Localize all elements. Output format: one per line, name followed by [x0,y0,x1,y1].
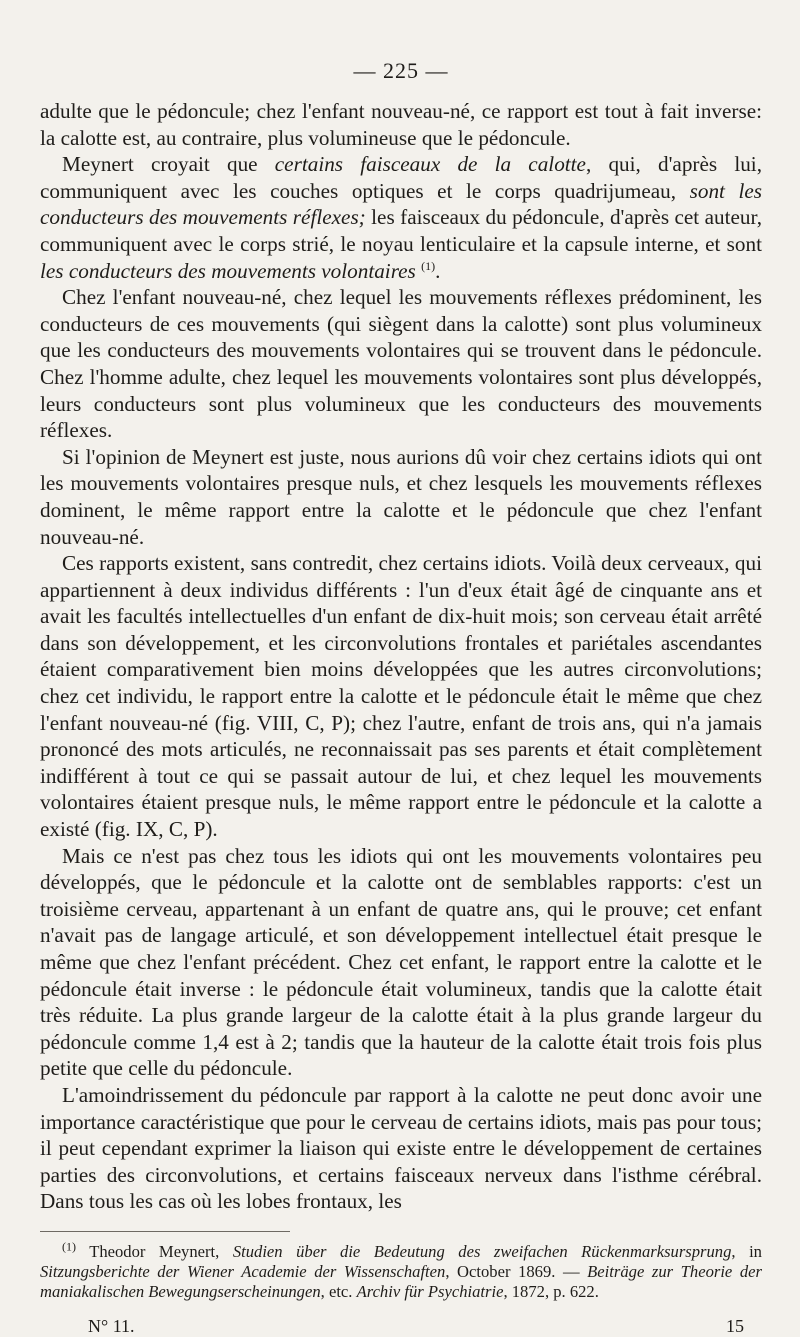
italic-text: les conducteurs des mouvements volontaires [40,258,416,283]
italic-text: sont les conducteurs des mouvements réflexes; [40,178,763,230]
page-number: — 225 — [353,58,449,83]
italic-text: Studien über die Bedeutung des zweifachen Rückenmarksursprung [232,1241,732,1261]
text-run: Mais ce n'est pas chez tous les idiots qui ont les mouvements volontaires peu développés, que le pédoncule et la calotte ont de semblables rapports: c'est un troisième cerveau, appartenant à un enfant de quatre ans, qui le prouve; cet enfant n'avait pas de langage articulé, et son développement intellectuel était presque le même que chez l'enfant précédent. Chez cet enfant, le rapport entre la calotte et le pédoncule était inverse : le pédoncule était volumineux, tandis que la calotte était très réduite. La plus grande largeur de la calotte était à la plus grande largeur du pédoncule comme 1,4 est à 2; tandis que la hauteur de la calotte était trois fois plus petite que celle du pédoncule. [40,843,762,1081]
text-run: L'amoindrissement du pédoncule par rapport à la calotte ne peut donc avoir une importance caractéristique que pour le cerveau de certains idiots, mais pas pour tous; il peut cependant exprimer la liaison qui existe entre le développement de certaines parties des circonvolutions, et certains faisceaux nerveux dans l'isthme cérébral. Dans tous les cas où les lobes frontaux, les [40,1082,762,1214]
sheet-number: 15 [726,1315,744,1336]
paragraph [40,843,762,1082]
text-run: les faisceaux du pédoncule, d'après cet auteur, communiquent avec le corps strié, le noyau lenticulaire et la capsule interne, et sont [40,205,762,256]
italic-text: Archiv für Psychiatrie [356,1281,504,1301]
text-run: adulte que le pédoncule; chez l'enfant nouveau-né, ce rapport est tout à fait inverse: la calotte est, au contraire, plus volumineuse que le pédoncule. [40,99,762,150]
body-text [40,98,762,1215]
text-run: , October 1869. — [445,1261,588,1281]
text-run: , in [731,1241,762,1261]
paragraph [40,151,762,284]
italic-text: Beiträge zur Theorie der maniakalischen Bewegungserscheinungen [40,1261,762,1301]
paragraph [40,98,762,151]
italic-text: certains faisceaux de la calotte [274,152,586,177]
text-run: , etc. [320,1281,357,1301]
footnote-marker: (1) [421,258,436,273]
paragraph [40,1082,762,1215]
signature-mark: N° 11. [88,1315,135,1336]
text-run: , 1872, p. 622. [503,1281,599,1301]
footnote-marker: (1) [62,1239,76,1254]
text-run: . [435,258,441,283]
paragraph [40,550,762,843]
italic-text: Sitzungsberichte der Wiener Academie der Wissenschaften [40,1261,446,1281]
signature-row [88,1316,744,1337]
text-run: Chez l'enfant nouveau-né, chez lequel les mouvements réflexes prédominent, les conducteurs de ces mouvements (qui siègent dans la calotte) sont plus volumineux que les conducteurs des mouvements volontaires qui se trouvent dans le pédoncule. Chez l'homme adulte, chez lequel les mouvements volontaires sont plus développés, leurs conducteurs sont plus volumineux que les conducteurs des mouvements réflexes. [40,285,762,443]
text-run: , qui, d'après lui, communiquent avec les couches optiques et le corps quadrijumeau, [40,152,762,203]
paragraph [40,284,762,444]
paragraph [40,444,762,550]
text-run: Meynert croyait que [62,152,275,177]
footnote-rule [40,1231,290,1232]
text-run: Ces rapports existent, sans contredit, chez certains idiots. Voilà deux cerveaux, qui appartiennent à deux individus différents : l'un d'eux était âgé de cinquante ans et avait les facultés intellectuelles d'un enfant de dix-huit mois; son cerveau était arrêté dans son développement, et les circonvolutions frontales et pariétales ascendantes étaient comparativement bien moins développées que les autres circonvolutions; chez cet individu, le rapport entre la calotte et le pédoncule était le même que chez l'enfant nouveau-né (fig. VIII, C, P); chez l'autre, enfant de trois ans, qui n'a jamais prononcé des mots articulés, ne reconnaissait pas ses parents et était complètement indifférent à tout ce qui se passait autour de lui, et chez lequel les mouvements volontaires étaient presque nuls, le même rapport entre le pédoncule et la calotte a existé (fig. IX, C, P). [40,551,762,842]
text-run: Theodor Meynert, [76,1241,233,1261]
text-run: Si l'opinion de Meynert est juste, nous aurions dû voir chez certains idiots qui ont les mouvements volontaires presque nuls, et chez lesquels les mouvements réflexes dominent, le même rapport entre la calotte et le pédoncule que chez l'enfant nouveau-né. [40,444,762,549]
footnote [40,1239,762,1302]
